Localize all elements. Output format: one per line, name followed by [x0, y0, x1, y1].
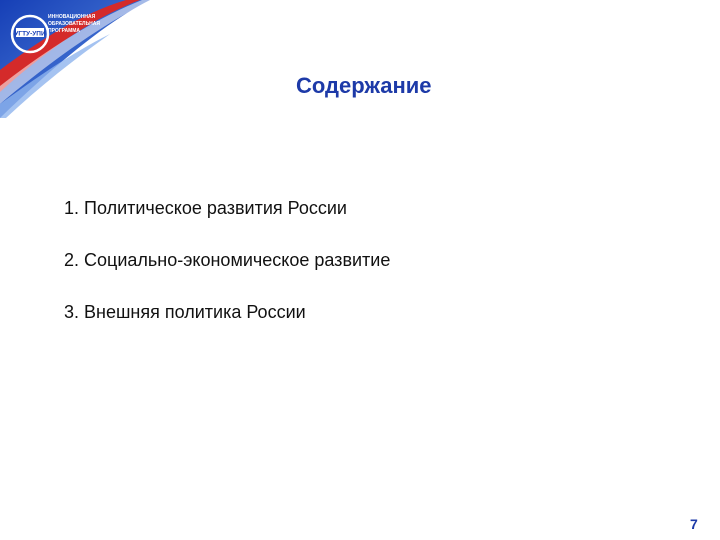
page-number: 7 [690, 516, 698, 532]
contents-item-3: 3. Внешняя политика России [64, 302, 306, 322]
logo-line-1: ИННОВАЦИОННАЯ [48, 14, 96, 20]
logo-line-2: ОБРАЗОВАТЕЛЬНАЯ [48, 21, 100, 27]
contents-item-2: 2. Социально-экономическое развитие [64, 250, 391, 270]
logo-line-3: ПРОГРАММА [48, 28, 81, 34]
contents-list [64, 196, 390, 352]
university-emblem [8, 10, 108, 58]
contents-item-1: 1. Политическое развития России [64, 198, 347, 218]
slide-title: Содержание [296, 73, 432, 98]
logo-emblem-text: УГТУ-УПИ [14, 30, 46, 38]
university-logo [8, 10, 108, 58]
